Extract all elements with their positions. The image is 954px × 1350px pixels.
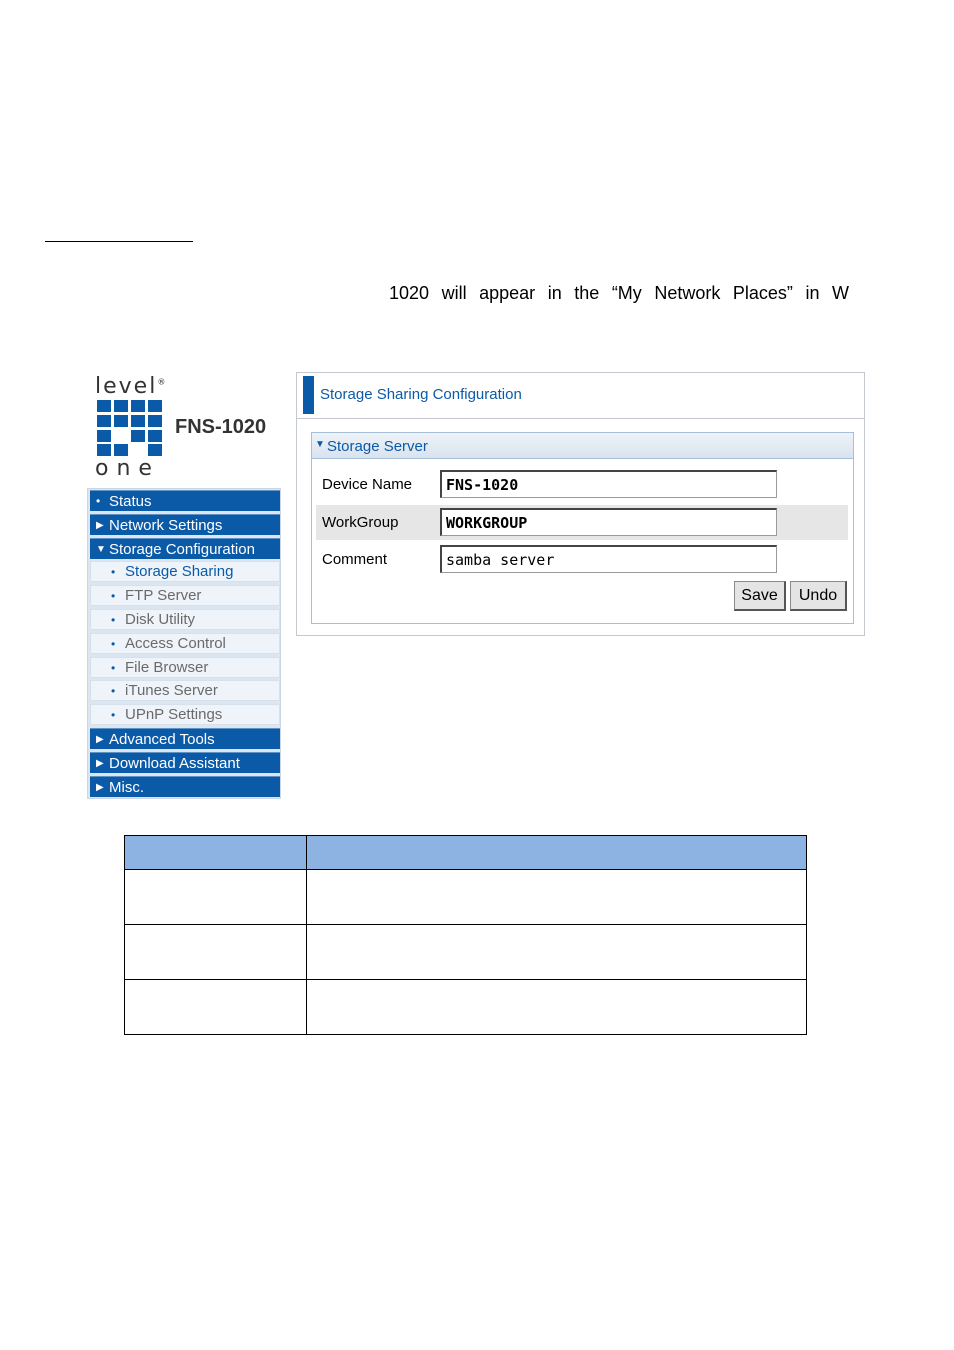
arrow-right-icon: ▶ xyxy=(96,758,104,769)
page-title: Storage Sharing Configuration xyxy=(320,386,522,403)
sidebar-item-network-settings[interactable] xyxy=(90,514,280,535)
table-cell xyxy=(307,980,807,1035)
bullet-icon: • xyxy=(111,708,116,722)
intro-word: in xyxy=(547,283,562,303)
intro-word: “My xyxy=(611,283,642,303)
device-name-field[interactable] xyxy=(440,470,777,498)
sidebar-item-label: iTunes Server xyxy=(125,682,218,699)
sidebar-item-label: FTP Server xyxy=(125,587,202,604)
comment-field[interactable] xyxy=(440,545,777,573)
sidebar-item-label: Storage Sharing xyxy=(125,563,234,580)
intro-word: Network xyxy=(654,283,721,303)
sidebar-item-download-assistant[interactable] xyxy=(90,752,280,773)
table-row xyxy=(125,870,807,925)
table-header-row xyxy=(125,836,807,870)
intro-text xyxy=(389,283,849,304)
bullet-icon: • xyxy=(111,684,116,698)
parameter-table xyxy=(124,835,807,1035)
sidebar-item-itunes-server[interactable] xyxy=(90,680,280,701)
intro-word: 1020 xyxy=(389,283,430,303)
arrow-right-icon: ▶ xyxy=(96,782,104,793)
table-cell xyxy=(125,980,307,1035)
sidebar-item-label: UPnP Settings xyxy=(125,706,223,723)
table-header-cell xyxy=(307,836,807,870)
sidebar-item-label: Disk Utility xyxy=(125,611,195,628)
model-name: FNS-1020 xyxy=(175,416,267,438)
bullet-icon: • xyxy=(111,565,116,579)
arrow-right-icon: ▶ xyxy=(96,734,104,745)
sidebar-item-label: Download Assistant xyxy=(109,755,240,772)
intro-word: appear xyxy=(479,283,536,303)
device-name-label: Device Name xyxy=(322,476,413,493)
workgroup-field[interactable] xyxy=(440,508,777,536)
sidebar-item-label: Misc. xyxy=(109,779,144,796)
sidebar-item-label: Access Control xyxy=(125,635,226,652)
arrow-down-icon: ▼ xyxy=(96,544,106,555)
sidebar-nav xyxy=(87,488,281,799)
logo-top-word: level® xyxy=(95,374,168,399)
bullet-icon: • xyxy=(111,589,116,603)
bullet-icon: • xyxy=(111,613,116,627)
sidebar-item-file-browser[interactable] xyxy=(90,657,280,678)
intro-word: the xyxy=(574,283,600,303)
logo-grid-icon xyxy=(97,400,163,456)
intro-word: Places” xyxy=(732,283,793,303)
save-button[interactable]: Save xyxy=(734,581,786,611)
sidebar-item-label: Status xyxy=(109,493,152,510)
table-cell xyxy=(125,870,307,925)
sidebar-item-status[interactable] xyxy=(90,490,280,511)
sidebar-item-disk-utility[interactable] xyxy=(90,609,280,630)
sidebar-item-label: Advanced Tools xyxy=(109,731,215,748)
sidebar-item-upnp-settings[interactable] xyxy=(90,704,280,725)
table-cell xyxy=(125,925,307,980)
bullet-icon: • xyxy=(96,494,101,508)
table-cell xyxy=(307,925,807,980)
comment-label: Comment xyxy=(322,551,388,568)
undo-button[interactable]: Undo xyxy=(790,581,847,611)
table-cell xyxy=(307,870,807,925)
sidebar-item-label: Network Settings xyxy=(109,517,223,534)
table-row xyxy=(125,925,807,980)
underline-rule xyxy=(45,241,193,242)
intro-word: will xyxy=(441,283,467,303)
panel-divider xyxy=(297,418,864,419)
bullet-icon: • xyxy=(111,661,116,675)
sidebar-item-label: Storage Configuration xyxy=(109,541,255,558)
sidebar-item-advanced-tools[interactable] xyxy=(90,728,280,749)
sidebar-item-storage-configuration[interactable] xyxy=(90,538,280,559)
intro-word: in xyxy=(805,283,820,303)
logo-bottom-word: one xyxy=(95,456,160,481)
section-title: Storage Server xyxy=(327,438,428,455)
workgroup-label: WorkGroup xyxy=(322,514,399,531)
bullet-icon: • xyxy=(111,637,116,651)
sidebar-item-misc[interactable] xyxy=(90,776,280,797)
sidebar-item-access-control[interactable] xyxy=(90,633,280,654)
panel-accent-bar xyxy=(303,376,314,414)
caret-down-icon: ▼ xyxy=(315,439,325,450)
sidebar-item-label: File Browser xyxy=(125,659,209,676)
sidebar-item-ftp-server[interactable] xyxy=(90,585,280,606)
table-row xyxy=(125,980,807,1035)
arrow-right-icon: ▶ xyxy=(96,520,104,531)
table-header-cell xyxy=(125,836,307,870)
sidebar-item-storage-sharing[interactable] xyxy=(90,561,280,582)
intro-word: W xyxy=(832,283,849,303)
